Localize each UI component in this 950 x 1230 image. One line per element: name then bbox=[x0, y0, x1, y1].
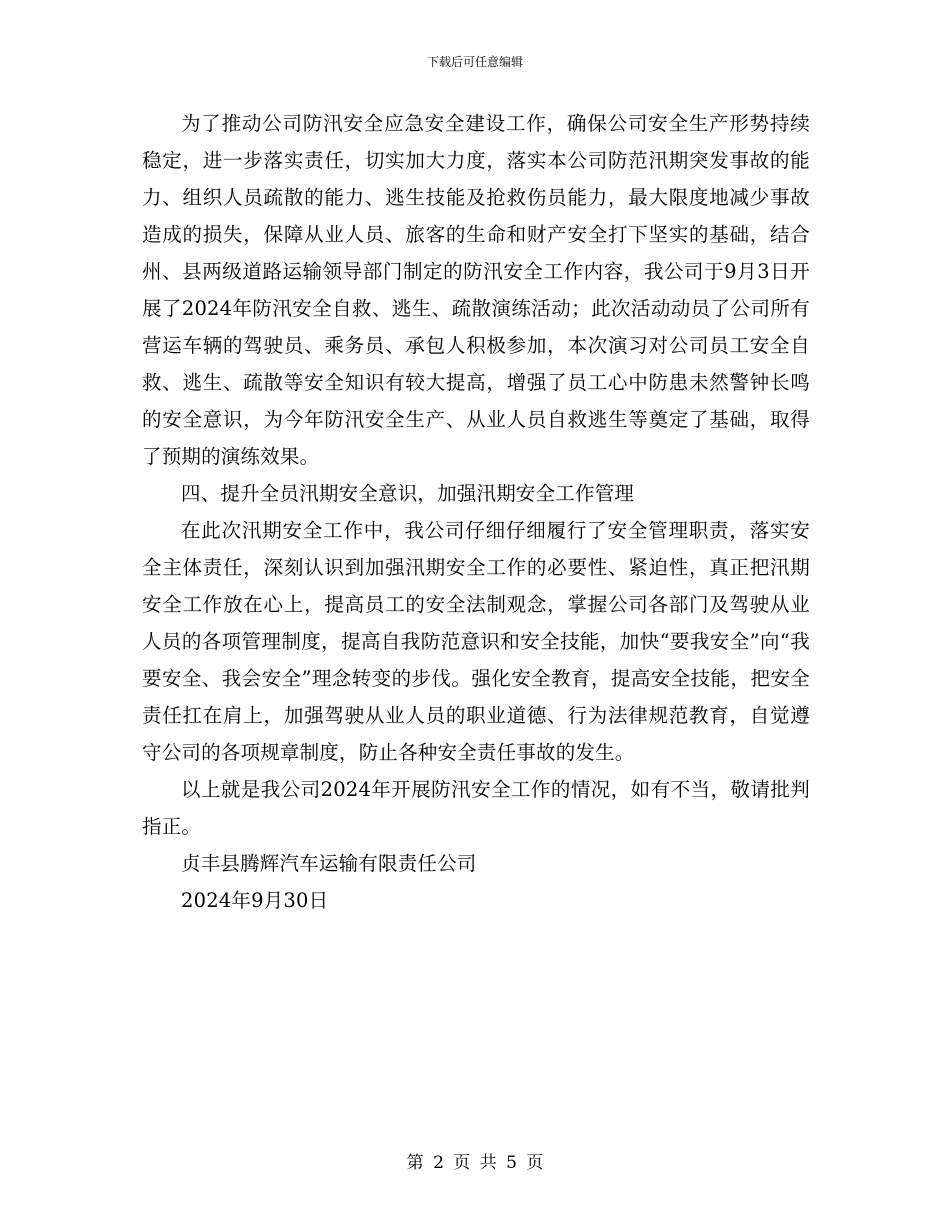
page-header-note: 下载后可任意编辑 bbox=[426, 55, 523, 69]
paragraph-flood-management: 在此次汛期安全工作中，我公司仔细仔细履行了安全管理职责，落实安全主体责任，深刻认识到加强汛期安全工作的必要性、紧迫性，真正把汛期安全工作放在心上，提高员工的安全法制观念，掌握公司各部门及驾驶从业人员的各项管理制度，提高自我防范意识和安全技能，加快“要我安全”向“我要安全、我会安全”理念转变的步伐。强化安全教育，提高安全技能，把安全责任扛在肩上，加强驾驶从业人员的职业道德、行为法律规范教育，自觉遵守公司的各项规章制度，防止各种安全责任事故的发生。 bbox=[142, 519, 810, 764]
signature-date: 2024年9月30日 bbox=[181, 889, 329, 912]
paragraph-closing: 以上就是我公司2024年开展防汛安全工作的情况，如有不当，敬请批判指正。 bbox=[142, 778, 810, 838]
signature-company: 贞丰县腾辉汽车运输有限责任公司 bbox=[181, 852, 477, 875]
document-body bbox=[142, 105, 810, 919]
paragraph-drill-summary: 为了推动公司防汛安全应急安全建设工作，确保公司安全生产形势持续稳定，进一步落实责任，切实加大力度，落实本公司防范汛期突发事故的能力、组织人员疏散的能力、逃生技能及抢救伤员能力，最大限度地减少事故造成的损失，保障从业人员、旅客的生命和财产安全打下坚实的基础，结合州、县两级道路运输领导部门制定的防汛安全工作内容，我公司于9月3日开展了2024年防汛安全自救、逃生、疏散演练活动；此次活动动员了公司所有营运车辆的驾驶员、乘务员、承包人积极参加，本次演习对公司员工安全自救、逃生、疏散等安全知识有较大提高，增强了员工心中防患未然警钟长鸣的安全意识，为今年防汛安全生产、从业人员自救逃生等奠定了基础，取得了预期的演练效果。 bbox=[142, 112, 810, 468]
page-number: 第 2 页 共 5 页 bbox=[406, 1153, 544, 1173]
section-heading-four: 四、提升全员汛期安全意识，加强汛期安全工作管理 bbox=[181, 482, 635, 505]
